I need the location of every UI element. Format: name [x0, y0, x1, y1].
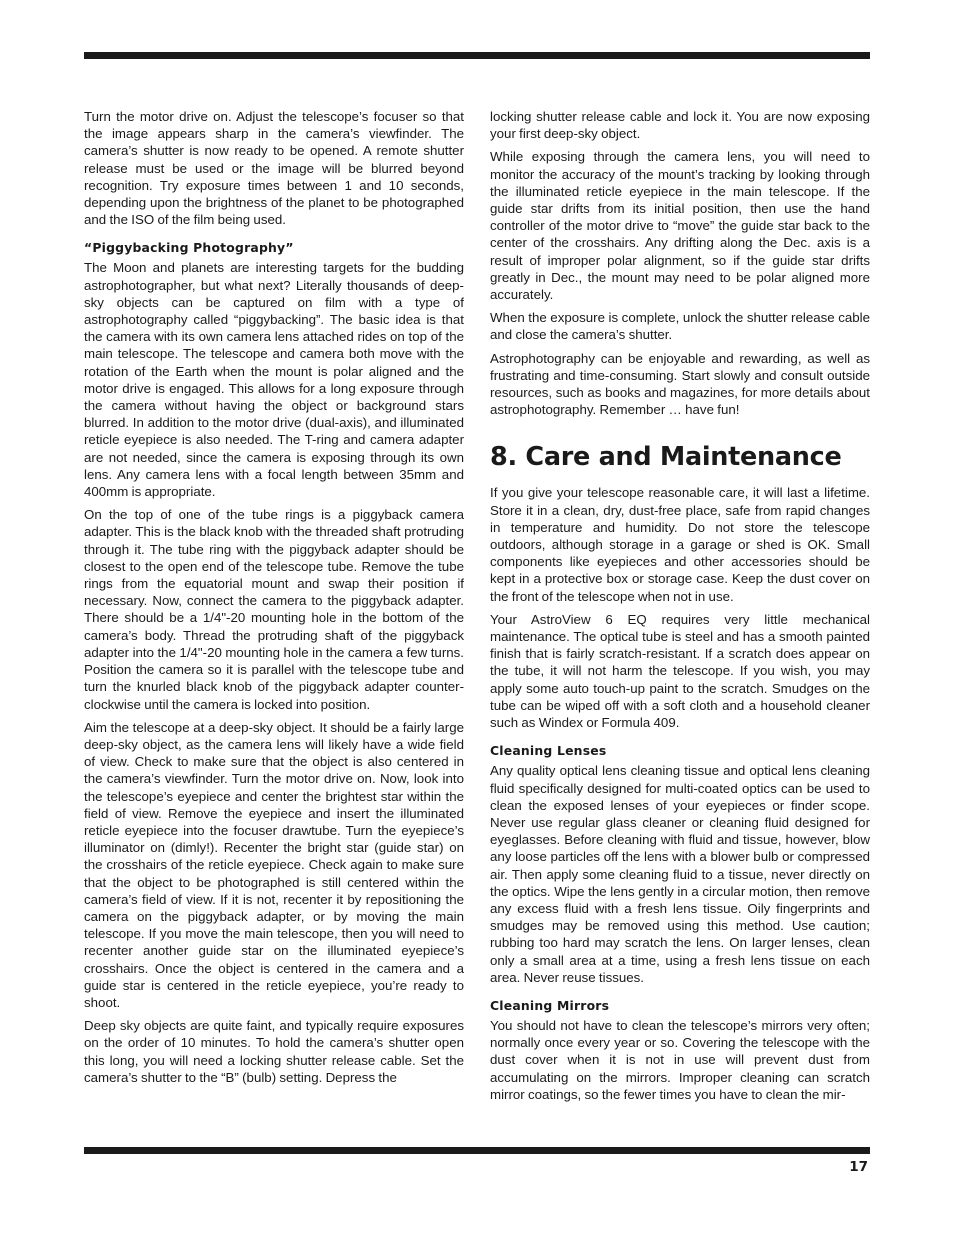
right-column [490, 108, 870, 1109]
top-rule [84, 52, 870, 59]
paragraph: locking shutter release cable and lock it. You are now exposing your first deep-sky object. [490, 109, 870, 142]
paragraph: While exposing through the camera lens, you will need to monitor the accuracy of the mount’s tracking by looking through the illuminated reticle eyepiece in the main telescope. If the guide star drifts from its initial position, then use the hand controller of the motor drive to “move” the guide star back to the center of the crosshairs. Any drifting along the Dec. axis is a result of improper polar alignment, so if the guide star drifts greatly in Dec., the mount may need to be polar aligned more accurately. [490, 149, 870, 303]
bottom-rule [84, 1147, 870, 1154]
paragraph: You should not have to clean the telescope’s mirrors very often; normally once every year or so. Covering the telescope with the dust cover when it is not in use will prevent dust from accumulating on the mirrors. Improper cleaning can scratch mirror coatings, so the fewer times you have to clean the mir- [490, 1017, 870, 1102]
subheading-cleaning-mirrors: Cleaning Mirrors [490, 997, 610, 1013]
section-title: 8. Care and Maintenance [490, 442, 842, 473]
subheading-cleaning-lenses: Cleaning Lenses [490, 743, 607, 759]
paragraph: On the top of one of the tube rings is a piggyback camera adapter. This is the black knob with the threaded shaft protruding through it. The tube ring with the piggyback adapter should be closest to the open end of the telescope tube. Remove the tube rings from the equatorial mount and swap their position if necessary. Now, connect the camera to the piggyback adapter. There should be a 1/4"-20 mounting hole in the bottom of the camera’s body. Thread the protruding shaft of the piggyback adapter into the 1/4"-20 mounting hole in the camera a few turns. Position the camera so it is parallel with the telescope tube and turn the knurled black knob of the piggyback adapter counter-clockwise until the camera is locked into position. [84, 507, 464, 712]
paragraph: Deep sky objects are quite faint, and typically require exposures on the order of 10 minutes. To hold the camera’s shutter open this long, you will need a locking shutter release cable. Set the camera’s shutter to the “B” (bulb) setting. Depress the [84, 1018, 464, 1085]
left-column [84, 108, 464, 1092]
paragraph: If you give your telescope reasonable care, it will last a lifetime. Store it in a clean, dry, dust-free place, safe from rapid changes in temperature and humidity. Do not store the telescope outdoors, although storage in a garage or shed is OK. Small components like eyepieces and other accessories should be kept in a protective box or storage case. Keep the dust cover on the front of the telescope when not in use. [490, 485, 870, 604]
page-number: 17 [849, 1159, 868, 1175]
paragraph: Aim the telescope at a deep-sky object. It should be a fairly large deep-sky object, as the camera lens will likely have a wide field of view. Check to make sure that the object is also centered in the camera’s viewfinder. Turn the motor drive on. Now, look into the telescope’s eyepiece and center the brightest star within the field of view. Remove the eyepiece and insert the illuminated reticle eyepiece into the focuser drawtube. Turn the eyepiece’s illuminator on (dimly!). Recenter the bright star (guide star) on the crosshairs of the reticle eyepiece. Check again to make sure that the object to be photographed is still centered within the camera’s field of view. If it is not, recenter it by repositioning the camera on the piggyback adapter, or by moving the main telescope. If you move the main telescope, then you will need to recenter another guide star on the illuminated eyepiece’s crosshairs. Once the object is centered in the camera and a guide star is centered in the reticle eyepiece, you’re ready to shoot. [84, 719, 464, 1010]
paragraph: Turn the motor drive on. Adjust the telescope’s focuser so that the image appears sharp in the camera’s viewfinder. The camera’s shutter is now ready to be opened. A remote shutter release must be used or the image will be blurred beyond recognition. Try exposure times between 1 and 10 seconds, depending upon the brightness of the planet to be photographed and the ISO of the film being used. [84, 109, 464, 228]
paragraph: Any quality optical lens cleaning tissue and optical lens cleaning fluid specifically designed for multi-coated optics can be used to clean the exposed lenses of your eyepieces or finder scope. Never use regular glass cleaner or cleaning fluid designed for eyeglasses. Before cleaning with fluid and tissue, however, blow any loose particles off the lens with a blower bulb or compressed air. Then apply some cleaning fluid to a tissue, never directly on the optics. Wipe the lens gently in a circular motion, then remove any excess fluid with a fresh lens tissue. Oily fingerprints and smudges may be removed using this method. Use caution; rubbing too hard may scratch the lens. On larger lenses, clean only a small area at a time, using a fresh lens tissue on each area. Never reuse tissues. [490, 763, 870, 985]
paragraph: The Moon and planets are interesting targets for the budding astrophotographer, but what next? Literally thousands of deep-sky objects can be captured on film with a type of astrophotography called “piggybacking”. The basic idea is that the camera with its own camera lens attached rides on top of the main telescope. The telescope and camera both move with the rotation of the Earth when the mount is polar aligned and the motor drive is engaged. This allows for a long exposure through the camera without having the object or background stars blurred. In addition to the motor drive (dual-axis), and illuminated reticle eyepiece is also needed. The T-ring and camera adapter are not needed, since the camera is exposing through its own lens. Any camera lens with a focal length between 35mm and 400mm is appropriate. [84, 260, 464, 500]
paragraph: When the exposure is complete, unlock the shutter release cable and close the camera’s shutter. [490, 310, 870, 343]
paragraph: Astrophotography can be enjoyable and rewarding, as well as frustrating and time-consuming. Start slowly and consult outside resources, such as books and magazines, for more details about astrophotography. Remember … have fun! [490, 350, 870, 418]
subheading-piggybacking: “Piggybacking Photography” [84, 240, 294, 256]
paragraph: Your AstroView 6 EQ requires very little mechanical maintenance. The optical tube is steel and has a smooth painted finish that is fairly scratch-resistant. If a scratch does appear on the tube, it will not harm the telescope. If you wish, you may apply some auto touch-up paint to the scratch. Smudges on the tube can be wiped off with a soft cloth and a household cleaner such as Windex or Formula 409. [490, 611, 870, 731]
